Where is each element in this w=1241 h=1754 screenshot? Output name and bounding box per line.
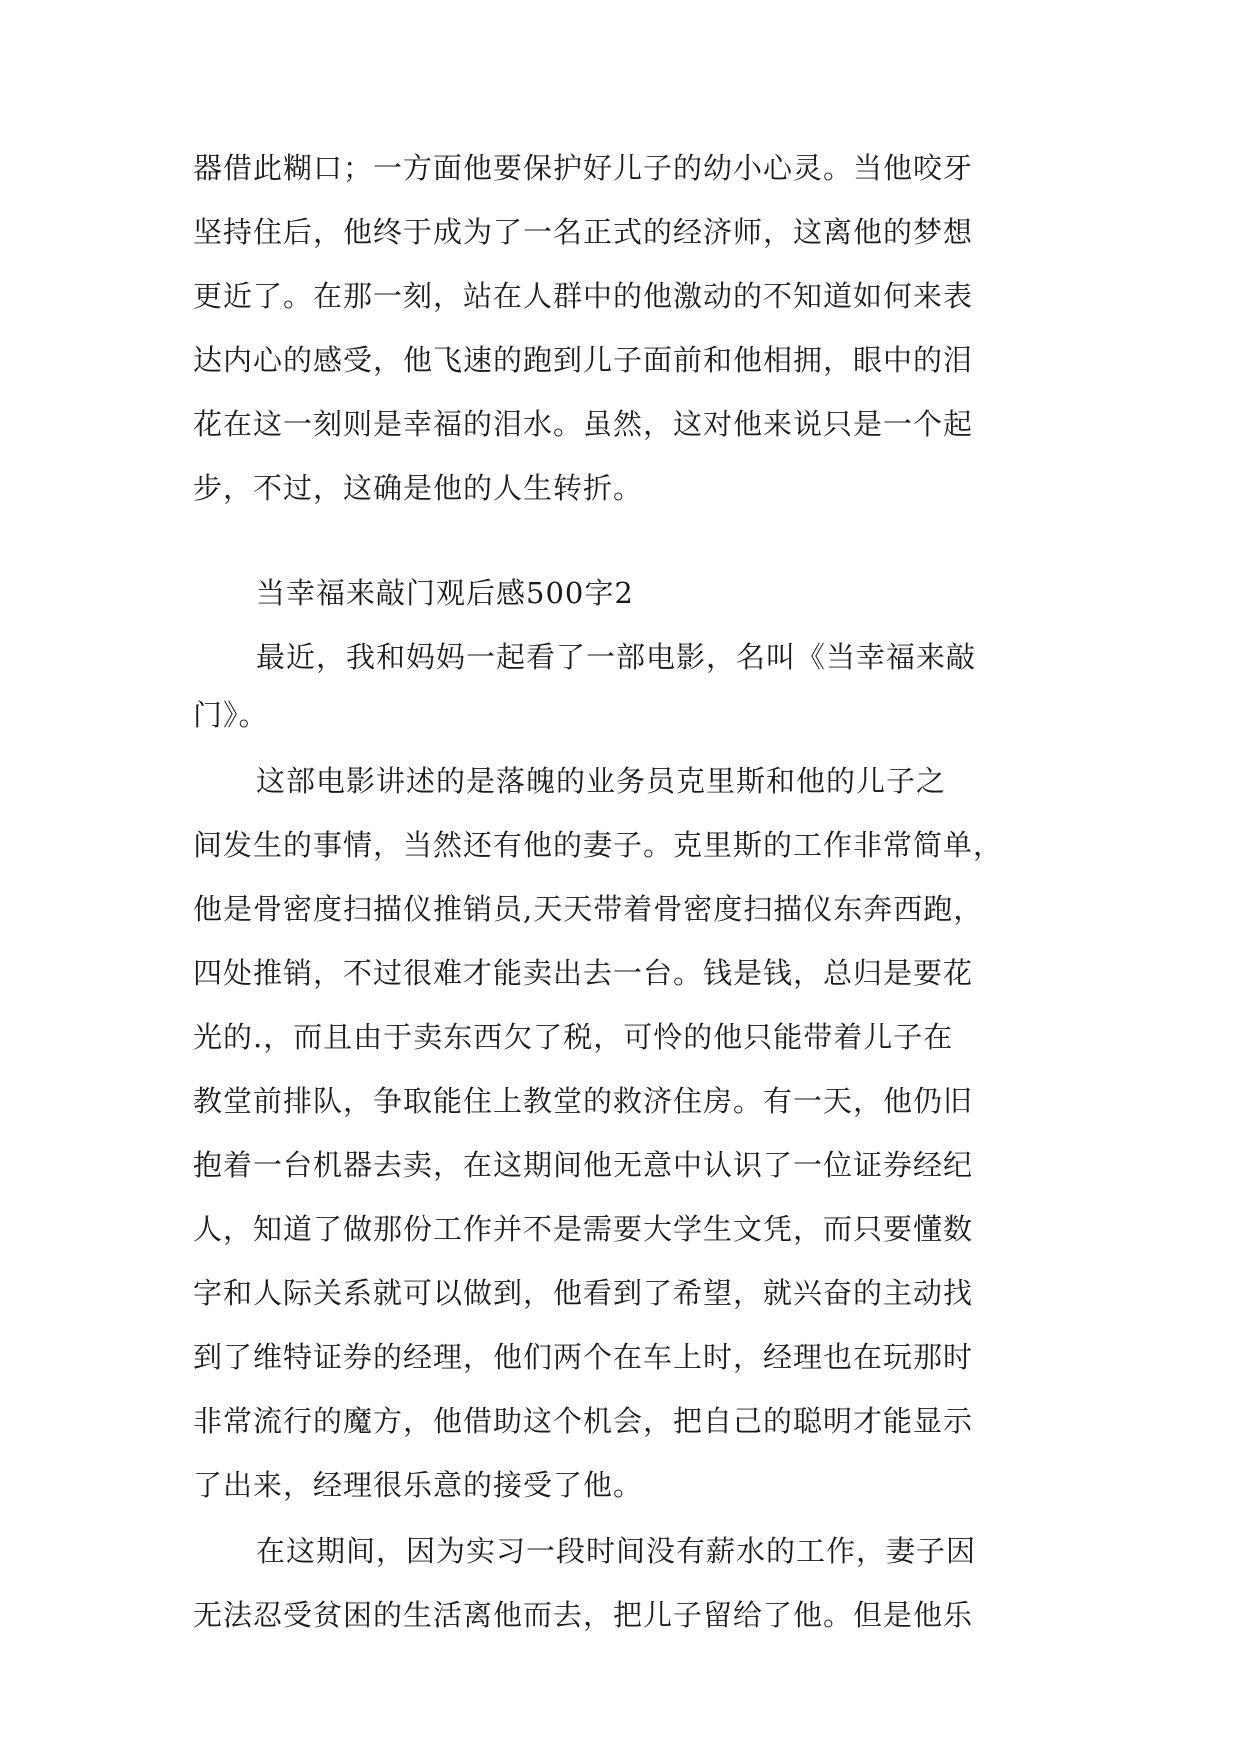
paragraph-3-line: 了出来，经理很乐意的接受了他。: [193, 1468, 644, 1502]
paragraph-1-line: 坚持住后，他终于成为了一名正式的经济师，这离他的梦想: [193, 215, 974, 249]
paragraph-3-line: 字和人际关系就可以做到，他看到了希望，就兴奋的主动找: [193, 1276, 974, 1310]
paragraph-4-line: 在这期间，因为实习一段时间没有薪水的工作，妻子因: [256, 1534, 977, 1568]
paragraph-1-line: 达内心的感受，他飞速的跑到儿子面前和他相拥，眼中的泪: [193, 343, 974, 377]
paragraph-3-line: 四处推销，不过很难才能卖出去一台。钱是钱，总归是要花: [193, 956, 974, 990]
paragraph-3-line: 教堂前排队，争取能住上教堂的救济住房。有一天，他仍旧: [193, 1084, 974, 1118]
paragraph-3-line: 这部电影讲述的是落魄的业务员克里斯和他的儿子之: [256, 764, 947, 798]
paragraph-1-line: 步，不过，这确是他的人生转折。: [193, 471, 644, 505]
paragraph-3-line: 非常流行的魔方，他借助这个机会，把自己的聪明才能显示: [193, 1404, 974, 1438]
paragraph-1-line: 花在这一刻则是幸福的泪水。虽然，这对他来说只是一个起: [193, 407, 974, 441]
paragraph-2-line: 最近，我和妈妈一起看了一部电影，名叫《当幸福来敲: [256, 640, 977, 674]
paragraph-3-line: 光的.，而且由于卖东西欠了税，可怜的他只能带着儿子在: [193, 1020, 954, 1054]
paragraph-4-line: 无法忍受贫困的生活离他而去，把儿子留给了他。但是他乐: [193, 1598, 974, 1632]
paragraph-3-line: 他是骨密度扫描仪推销员,天天带着骨密度扫描仪东奔西跑，: [193, 892, 984, 926]
paragraph-2-line: 门》。: [193, 698, 269, 732]
section-title: 当幸福来敲门观后感500字2: [256, 576, 634, 610]
paragraph-1-line: 更近了。在那一刻，站在人群中的他激动的不知道如何来表: [193, 279, 974, 313]
paragraph-3-line: 人，知道了做那份工作并不是需要大学生文凭，而只要懂数: [193, 1212, 974, 1246]
paragraph-3-line: 间发生的事情，当然还有他的妻子。克里斯的工作非常简单，: [193, 828, 1004, 862]
paragraph-3-line: 抱着一台机器去卖，在这期间他无意中认识了一位证券经纪: [193, 1148, 974, 1182]
paragraph-1-line: 器借此糊口；一方面他要保护好儿子的幼小心灵。当他咬牙: [193, 151, 974, 185]
paragraph-3-line: 到了维特证券的经理，他们两个在车上时，经理也在玩那时: [193, 1340, 974, 1374]
